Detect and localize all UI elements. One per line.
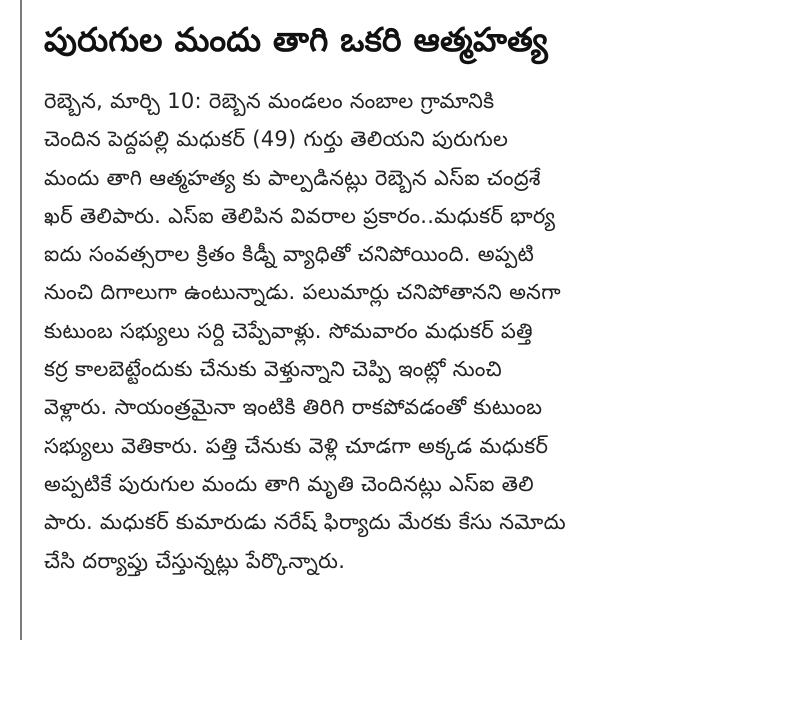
article-body-line: ఐదు సంవత్సరాల క్రితం కిడ్నీ వ్యాధితో చనిపోయింది. అప్పటి (44, 242, 535, 267)
article-body-line: కుటుంబ సభ్యులు సర్ది చెప్పేవాళ్లు. సోమవారం మధుకర్ పత్తి (44, 318, 533, 343)
column-divider-rule (20, 0, 22, 640)
article-body-line: నుంచి దిగాలుగా ఉంటున్నాడు. పలుమార్లు చనిపోతానని అనగా (44, 280, 561, 305)
article-headline: పురుగుల మందు తాగి ఒకరి ఆత్మహత్య (44, 20, 548, 59)
article-body (44, 82, 724, 580)
article-body-line: పారు. మధుకర్ కుమారుడు నరేష్ ఫిర్యాదు మేరకు కేసు నమోదు (44, 510, 566, 535)
article-body-line: చెందిన పెద్దపల్లి మధుకర్ (49) గుర్తు తెలియని పురుగుల (44, 127, 509, 152)
article-body-line: ఖర్ తెలిపారు. ఎస్ఐ తెలిపిన వివరాల ప్రకారం..మధుకర్ భార్య (44, 203, 556, 228)
article-body-line: చేసి దర్యాప్తు చేస్తున్నట్లు పేర్కొన్నారు. (44, 548, 346, 573)
article-body-line: మందు తాగి ఆత్మహత్య కు పాల్పడినట్లు రెబ్బెన ఎస్ఐ చంద్రశే (44, 165, 541, 190)
news-article (44, 14, 724, 580)
article-body-line: రెబ్బెన, మార్చి 10: రెబ్బెన మండలం నంబాల గ్రామానికి (44, 89, 495, 113)
article-body-line: అప్పటికే పురుగుల మందు తాగి మృతి చెందినట్లు ఎస్ఐ తెలి (44, 471, 535, 496)
article-body-line: కర్ర కాలబెట్టేందుకు చేనుకు వెళ్తున్నాని చెప్పి ఇంట్లో నుంచి (44, 357, 503, 382)
article-body-line: వెళ్లారు. సాయంత్రమైనా ఇంటికి తిరిగి రాకపోవడంతో కుటుంబ (44, 395, 543, 420)
article-body-line: సభ్యులు వెతికారు. పత్తి చేనుకు వెళ్లి చూడగా అక్కడ మధుకర్ (44, 433, 549, 458)
